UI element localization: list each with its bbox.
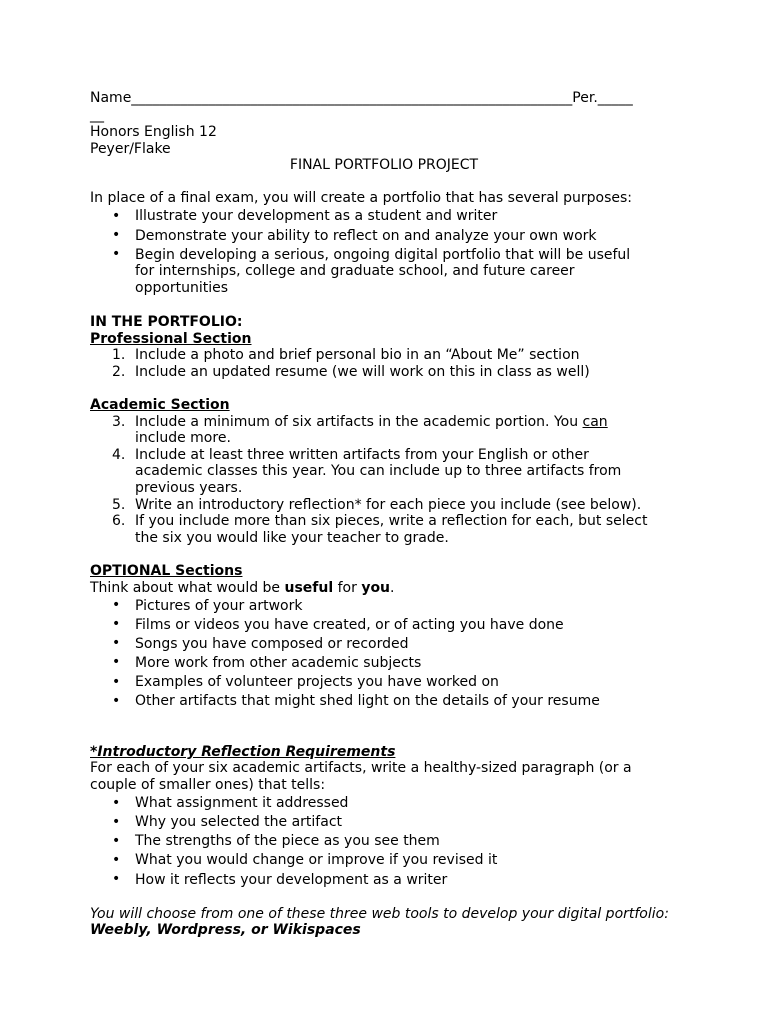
list-item: 6. If you include more than six pieces, write a reflection for each, but select the six you would like your teacher to grade. bbox=[112, 513, 648, 546]
list-item: • Begin developing a serious, ongoing digital portfolio that will be useful for internships, college and graduate school, and future career opportunities bbox=[112, 246, 631, 296]
bullet-icon: • bbox=[112, 851, 121, 868]
portfolio-heading: IN THE PORTFOLIO: bbox=[90, 314, 243, 331]
bullet-icon: • bbox=[112, 673, 121, 690]
reflection-list bbox=[90, 794, 678, 889]
list-item: • The strengths of the piece as you see them bbox=[112, 832, 440, 850]
list-item: • What you would change or improve if you revised it bbox=[112, 851, 498, 869]
optional-section-heading: OPTIONAL Sections bbox=[90, 562, 243, 579]
bullet-icon: • bbox=[112, 654, 121, 671]
name-period-line: Name_______________________________________________________________Per._____ bbox=[90, 90, 633, 106]
list-item: 4. Include at least three written artifacts from your English or other academic classes this year. You can include up to three artifacts from previous years. bbox=[112, 446, 622, 496]
bullet-icon: • bbox=[112, 692, 121, 709]
optional-list bbox=[90, 596, 678, 711]
list-item: 2. Include an updated resume (we will work on this in class as well) bbox=[112, 363, 590, 380]
list-item: • Pictures of your artwork bbox=[112, 597, 303, 614]
reflection-text: For each of your six academic artifacts, write a healthy-sized paragraph (or a couple of smaller ones) that tells: bbox=[90, 760, 632, 794]
list-item: • More work from other academic subjects bbox=[112, 654, 422, 671]
list-item: • How it reflects your development as a writer bbox=[112, 871, 448, 888]
bullet-icon: • bbox=[112, 246, 121, 263]
tools-text: You will choose from one of these three web tools to develop your digital portfolio: bbox=[90, 905, 669, 922]
list-item: • Demonstrate your ability to reflect on and analyze your own work bbox=[112, 227, 597, 244]
optional-prompt: Think about what would be useful for you. bbox=[90, 579, 395, 596]
list-item: • Examples of volunteer projects you have worked on bbox=[112, 673, 499, 690]
course-name: Honors English 12 bbox=[90, 124, 217, 140]
teacher-names: Peyer/Flake bbox=[90, 140, 171, 157]
tools-options: Weebly, Wordpress, or Wikispaces bbox=[90, 922, 361, 939]
document-title: FINAL PORTFOLIO PROJECT bbox=[289, 157, 479, 174]
bullet-icon: • bbox=[112, 616, 121, 633]
list-item: • Illustrate your development as a student and writer bbox=[112, 207, 498, 225]
academic-list bbox=[90, 414, 678, 547]
list-item: 3. Include a minimum of six artifacts in the academic portion. You can include more. bbox=[112, 413, 608, 447]
list-item: 1. Include a photo and brief personal bio in an “About Me” section bbox=[112, 347, 580, 364]
list-item: • Films or videos you have created, or of acting you have done bbox=[112, 616, 564, 633]
purpose-list bbox=[90, 207, 678, 297]
bullet-icon: • bbox=[112, 635, 121, 652]
academic-section-heading: Academic Section bbox=[90, 397, 230, 413]
professional-section-heading: Professional Section bbox=[90, 330, 252, 347]
bullet-icon: • bbox=[112, 794, 121, 811]
bullet-icon: • bbox=[112, 227, 121, 244]
list-item: • What assignment it addressed bbox=[112, 794, 349, 812]
name-line-overflow: __ bbox=[90, 107, 104, 123]
list-item: 5. Write an introductory reflection* for each piece you include (see below). bbox=[112, 496, 642, 513]
bullet-icon: • bbox=[112, 207, 121, 224]
professional-list bbox=[90, 347, 678, 380]
list-item: • Why you selected the artifact bbox=[112, 813, 343, 831]
bullet-icon: • bbox=[112, 813, 121, 830]
bullet-icon: • bbox=[112, 871, 121, 888]
bullet-icon: • bbox=[112, 597, 121, 614]
intro-text: In place of a final exam, you will create a portfolio that has several purposes: bbox=[90, 190, 633, 207]
list-item: • Songs you have composed or recorded bbox=[112, 635, 409, 652]
reflection-heading: *Introductory Reflection Requirements bbox=[90, 743, 396, 760]
bullet-icon: • bbox=[112, 832, 121, 849]
list-item: • Other artifacts that might shed light on the details of your resume bbox=[112, 692, 600, 710]
